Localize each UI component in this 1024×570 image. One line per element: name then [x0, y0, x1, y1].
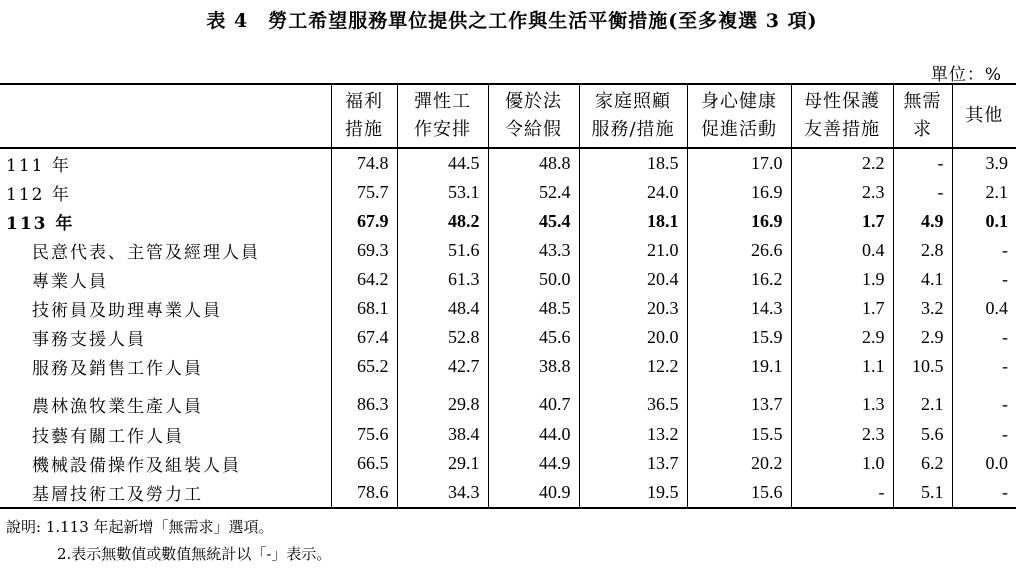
table-cell: 44.5 [397, 148, 488, 178]
table-cell: 67.4 [331, 323, 397, 352]
table-cell: 86.3 [331, 381, 397, 420]
table-cell: 48.4 [397, 294, 488, 323]
table-cell: 17.0 [687, 148, 791, 178]
table-cell: - [952, 381, 1016, 420]
table-cell: 45.4 [488, 207, 579, 236]
table-cell: 52.8 [397, 323, 488, 352]
table-row [0, 352, 1016, 381]
table-cell: 65.2 [331, 352, 397, 381]
table-row [0, 236, 1016, 265]
table-cell: 2.2 [791, 148, 893, 178]
table-cell: 2.1 [893, 381, 952, 420]
table-cell: 0.1 [952, 207, 1016, 236]
table-cell: 1.3 [791, 381, 893, 420]
table-row [0, 381, 1016, 420]
table-cell: 10.5 [893, 352, 952, 381]
table-cell: 0.0 [952, 449, 1016, 478]
table-cell: 75.6 [331, 420, 397, 449]
table-cell: 48.5 [488, 294, 579, 323]
table-cell: 45.6 [488, 323, 579, 352]
table-cell: 68.1 [331, 294, 397, 323]
table-cell: 0.4 [952, 294, 1016, 323]
table-cell: - [952, 352, 1016, 381]
table-cell: 1.9 [791, 265, 893, 294]
table-row [0, 207, 1016, 236]
table-cell: 29.8 [397, 381, 488, 420]
row-label: 民意代表、主管及經理人員 [32, 243, 260, 263]
table-cell: 3.2 [893, 294, 952, 323]
col-header-maternity: 母性保護 友善措施 [791, 84, 893, 148]
table-cell: 2.9 [893, 323, 952, 352]
table-cell: 2.1 [952, 178, 1016, 207]
header-row [0, 84, 1016, 148]
table-cell: 44.0 [488, 420, 579, 449]
table-cell: - [893, 178, 952, 207]
table-cell: 2.3 [791, 178, 893, 207]
table-cell: 19.1 [687, 352, 791, 381]
table-cell: 38.8 [488, 352, 579, 381]
table-body [0, 148, 1016, 508]
table-title: 表 4 勞工希望服務單位提供之工作與生活平衡措施(至多複選 3 項) [206, 10, 818, 32]
table-cell: 53.1 [397, 178, 488, 207]
table-cell: 18.5 [579, 148, 687, 178]
table-cell: 20.2 [687, 449, 791, 478]
row-label: 技術員及助理專業人員 [32, 301, 222, 321]
table-cell: - [893, 148, 952, 178]
table-cell: 18.1 [579, 207, 687, 236]
table-cell: 0.4 [791, 236, 893, 265]
table-cell: 19.5 [579, 478, 687, 508]
col-header-no-need: 無需 求 [893, 84, 952, 148]
row-label: 事務支援人員 [32, 330, 146, 350]
table-cell: 14.3 [687, 294, 791, 323]
table-cell: - [952, 420, 1016, 449]
table-cell: 75.7 [331, 178, 397, 207]
row-label: 服務及銷售工作人員 [32, 359, 203, 379]
table-cell: 36.5 [579, 381, 687, 420]
table-cell: 16.2 [687, 265, 791, 294]
table-cell: 40.7 [488, 381, 579, 420]
table-cell: 13.7 [687, 381, 791, 420]
col-header-other: 其他 [952, 84, 1016, 148]
row-label: 113 年 [6, 214, 75, 234]
table-cell: 20.0 [579, 323, 687, 352]
table-cell: 21.0 [579, 236, 687, 265]
table-cell: 43.3 [488, 236, 579, 265]
table-cell: 15.9 [687, 323, 791, 352]
table-cell: 6.2 [893, 449, 952, 478]
table-cell: - [952, 478, 1016, 508]
table-row [0, 265, 1016, 294]
table-cell: 1.7 [791, 294, 893, 323]
table-cell: 1.7 [791, 207, 893, 236]
table-cell: 16.9 [687, 178, 791, 207]
table-cell: 24.0 [579, 178, 687, 207]
table-cell: 78.6 [331, 478, 397, 508]
table-cell: 48.2 [397, 207, 488, 236]
table-cell: 1.1 [791, 352, 893, 381]
table-row [0, 178, 1016, 207]
col-header-welfare: 福利 措施 [331, 84, 397, 148]
table-cell: 51.6 [397, 236, 488, 265]
table-cell: 52.4 [488, 178, 579, 207]
table-row [0, 294, 1016, 323]
table-cell: 2.3 [791, 420, 893, 449]
table-cell: 66.5 [331, 449, 397, 478]
table-cell: 13.2 [579, 420, 687, 449]
col-header-health: 身心健康 促進活動 [687, 84, 791, 148]
table-cell: 44.9 [488, 449, 579, 478]
table-cell: 26.6 [687, 236, 791, 265]
row-label: 技藝有關工作人員 [32, 427, 184, 447]
unit-label: 單位：% [930, 65, 1002, 85]
table-cell: 16.9 [687, 207, 791, 236]
table-cell: 38.4 [397, 420, 488, 449]
table-cell: 29.1 [397, 449, 488, 478]
row-label: 機械設備操作及組裝人員 [32, 456, 241, 476]
table-cell: - [952, 265, 1016, 294]
table-cell: 40.9 [488, 478, 579, 508]
table-cell: - [791, 478, 893, 508]
table-cell: 50.0 [488, 265, 579, 294]
table-cell: 13.7 [579, 449, 687, 478]
table-cell: - [952, 236, 1016, 265]
table-cell: 15.6 [687, 478, 791, 508]
table-cell: 42.7 [397, 352, 488, 381]
table-row [0, 148, 1016, 178]
table-cell: 15.5 [687, 420, 791, 449]
table-row [0, 449, 1016, 478]
table-cell: 20.3 [579, 294, 687, 323]
table-row [0, 323, 1016, 352]
data-table [0, 83, 1016, 509]
table-cell: 61.3 [397, 265, 488, 294]
table-cell: 67.9 [331, 207, 397, 236]
table-cell: 34.3 [397, 478, 488, 508]
table-cell: 4.9 [893, 207, 952, 236]
row-label: 農林漁牧業生產人員 [32, 397, 203, 417]
note-line-1: 說明: 1.113 年起新增「無需求」選項。 [6, 518, 274, 536]
stub-header [0, 84, 331, 148]
table-cell: 5.1 [893, 478, 952, 508]
table-cell: 1.0 [791, 449, 893, 478]
col-header-flexible-work: 彈性工 作安排 [397, 84, 488, 148]
row-label: 111 年 [6, 156, 71, 176]
table-cell: 3.9 [952, 148, 1016, 178]
table-cell: 2.8 [893, 236, 952, 265]
row-label: 基層技術工及勞力工 [0, 478, 331, 508]
col-header-family-care: 家庭照顧 服務/措施 [579, 84, 687, 148]
table-row [0, 478, 1016, 508]
table-cell: - [952, 323, 1016, 352]
table-cell: 2.9 [791, 323, 893, 352]
row-label: 專業人員 [32, 272, 108, 292]
table-cell: 12.2 [579, 352, 687, 381]
table-cell: 48.8 [488, 148, 579, 178]
note-line-2: 2.表示無數值或數值無統計以「-」表示。 [57, 545, 332, 563]
table-cell: 64.2 [331, 265, 397, 294]
col-header-extra-leave: 優於法 令給假 [488, 84, 579, 148]
table-cell: 69.3 [331, 236, 397, 265]
table-cell: 4.1 [893, 265, 952, 294]
table-row [0, 420, 1016, 449]
table-cell: 20.4 [579, 265, 687, 294]
table-cell: 74.8 [331, 148, 397, 178]
table-cell: 5.6 [893, 420, 952, 449]
row-label: 112 年 [6, 185, 71, 205]
